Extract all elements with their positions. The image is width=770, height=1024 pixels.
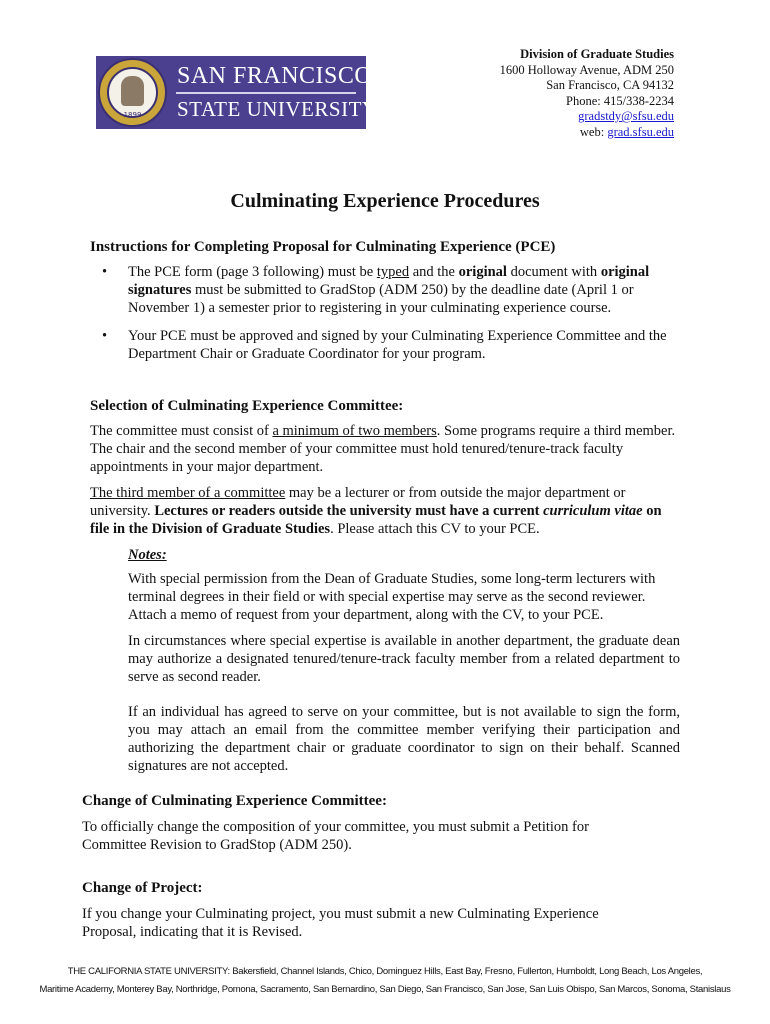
pce-instructions-list: [90, 263, 680, 373]
list-item: • The PCE form (page 3 following) must be typed and the original document with original signatures must be submitted to GradStop (ADM 250) by the deadline date (April 1 or November 1) a semester prior to registering in your culminating experience course.: [102, 264, 650, 316]
note-email-authorization: If an individual has agreed to serve on your committee, but is not available to sign the form, you may attach an email from the committee member verifying their participation and authorizing the department chair or graduate coordinator to sign on their behalf. Scanned signatures are not accepted.: [128, 704, 680, 774]
seal-year: 1899: [123, 111, 142, 119]
email-link[interactable]: gradstdy@sfsu.edu: [578, 109, 674, 123]
note-special-permission: With special permission from the Dean of Graduate Studies, some long-term lecturers with terminal degrees in their field or with special expertise may serve as the second reviewer. Attach a memo of request from your department, along with the CV, to your PCE.: [128, 571, 656, 623]
selection-paragraph-1: The committee must consist of a minimum of two members. Some programs require a third member. The chair and the second member of your committee must hold tenured/tenure-track faculty appointments in your major department.: [90, 423, 676, 475]
pce-instructions-heading: Instructions for Completing Proposal for Culminating Experience (PCE): [90, 239, 556, 255]
footer-line-1: THE CALIFORNIA STATE UNIVERSITY: Bakersfield, Channel Islands, Chico, Dominguez Hills, East Bay, Fresno, Fullerton, Humboldt, Long Beach, Los Angeles,: [67, 966, 703, 977]
division-name: Division of Graduate Studies: [520, 47, 674, 61]
logo-divider: [176, 92, 356, 94]
university-logo: [96, 56, 378, 129]
phone-number: Phone: 415/338-2234: [566, 93, 674, 108]
selection-paragraph-2: The third member of a committee may be a lecturer or from outside the major department or university. Lectures or readers outside the university must have a current curriculum vitae on file in the Division of Graduate Studies. Please attach this CV to your PCE.: [90, 485, 662, 537]
footer-line-2: Maritime Academy, Monterey Bay, Northridge, Pomona, Sacramento, San Bernardino, San Diego, San Francisco, San Jose, San Luis Obispo, San Marcos, Sonoma, Stanislaus: [39, 984, 731, 995]
logo-wordmark-line2: STATE UNIVERSITY: [177, 97, 378, 121]
web-label: web:: [579, 124, 608, 139]
notes-label: Notes:: [128, 547, 167, 563]
change-project-body: If you change your Culminating project, you must submit a new Culminating Experience Proposal, indicating that it is Revised.: [82, 906, 599, 940]
csu-campuses-footer: [0, 963, 770, 999]
note-other-department: In circumstances where special expertise is available in another department, the graduate dean may authorize a designated tenured/tenure-track faculty member from a related department to serve as second reader.: [128, 633, 680, 685]
list-item: • Your PCE must be approved and signed by your Culminating Experience Committee and the Department Chair or Graduate Coordinator for your program.: [102, 328, 667, 362]
city-address: San Francisco, CA 94132: [546, 78, 674, 92]
logo-wordmark-line1: SAN FRANCISCO: [177, 63, 373, 89]
bullet-icon: •: [102, 264, 108, 280]
street-address: 1600 Holloway Avenue, ADM 250: [499, 62, 674, 77]
bullet-icon: •: [102, 328, 108, 344]
change-committee-body: To officially change the composition of your committee, you must submit a Petition for Committee Revision to GradStop (ADM 250).: [82, 819, 589, 853]
contact-address-block: [500, 47, 674, 140]
change-project-heading: Change of Project:: [82, 880, 203, 896]
web-link[interactable]: grad.sfsu.edu: [607, 124, 674, 139]
selection-heading: Selection of Culminating Experience Committee:: [90, 398, 404, 414]
change-committee-heading: Change of Culminating Experience Committee:: [82, 793, 387, 809]
page-title: Culminating Experience Procedures: [230, 190, 540, 212]
university-seal-icon: [98, 58, 167, 127]
